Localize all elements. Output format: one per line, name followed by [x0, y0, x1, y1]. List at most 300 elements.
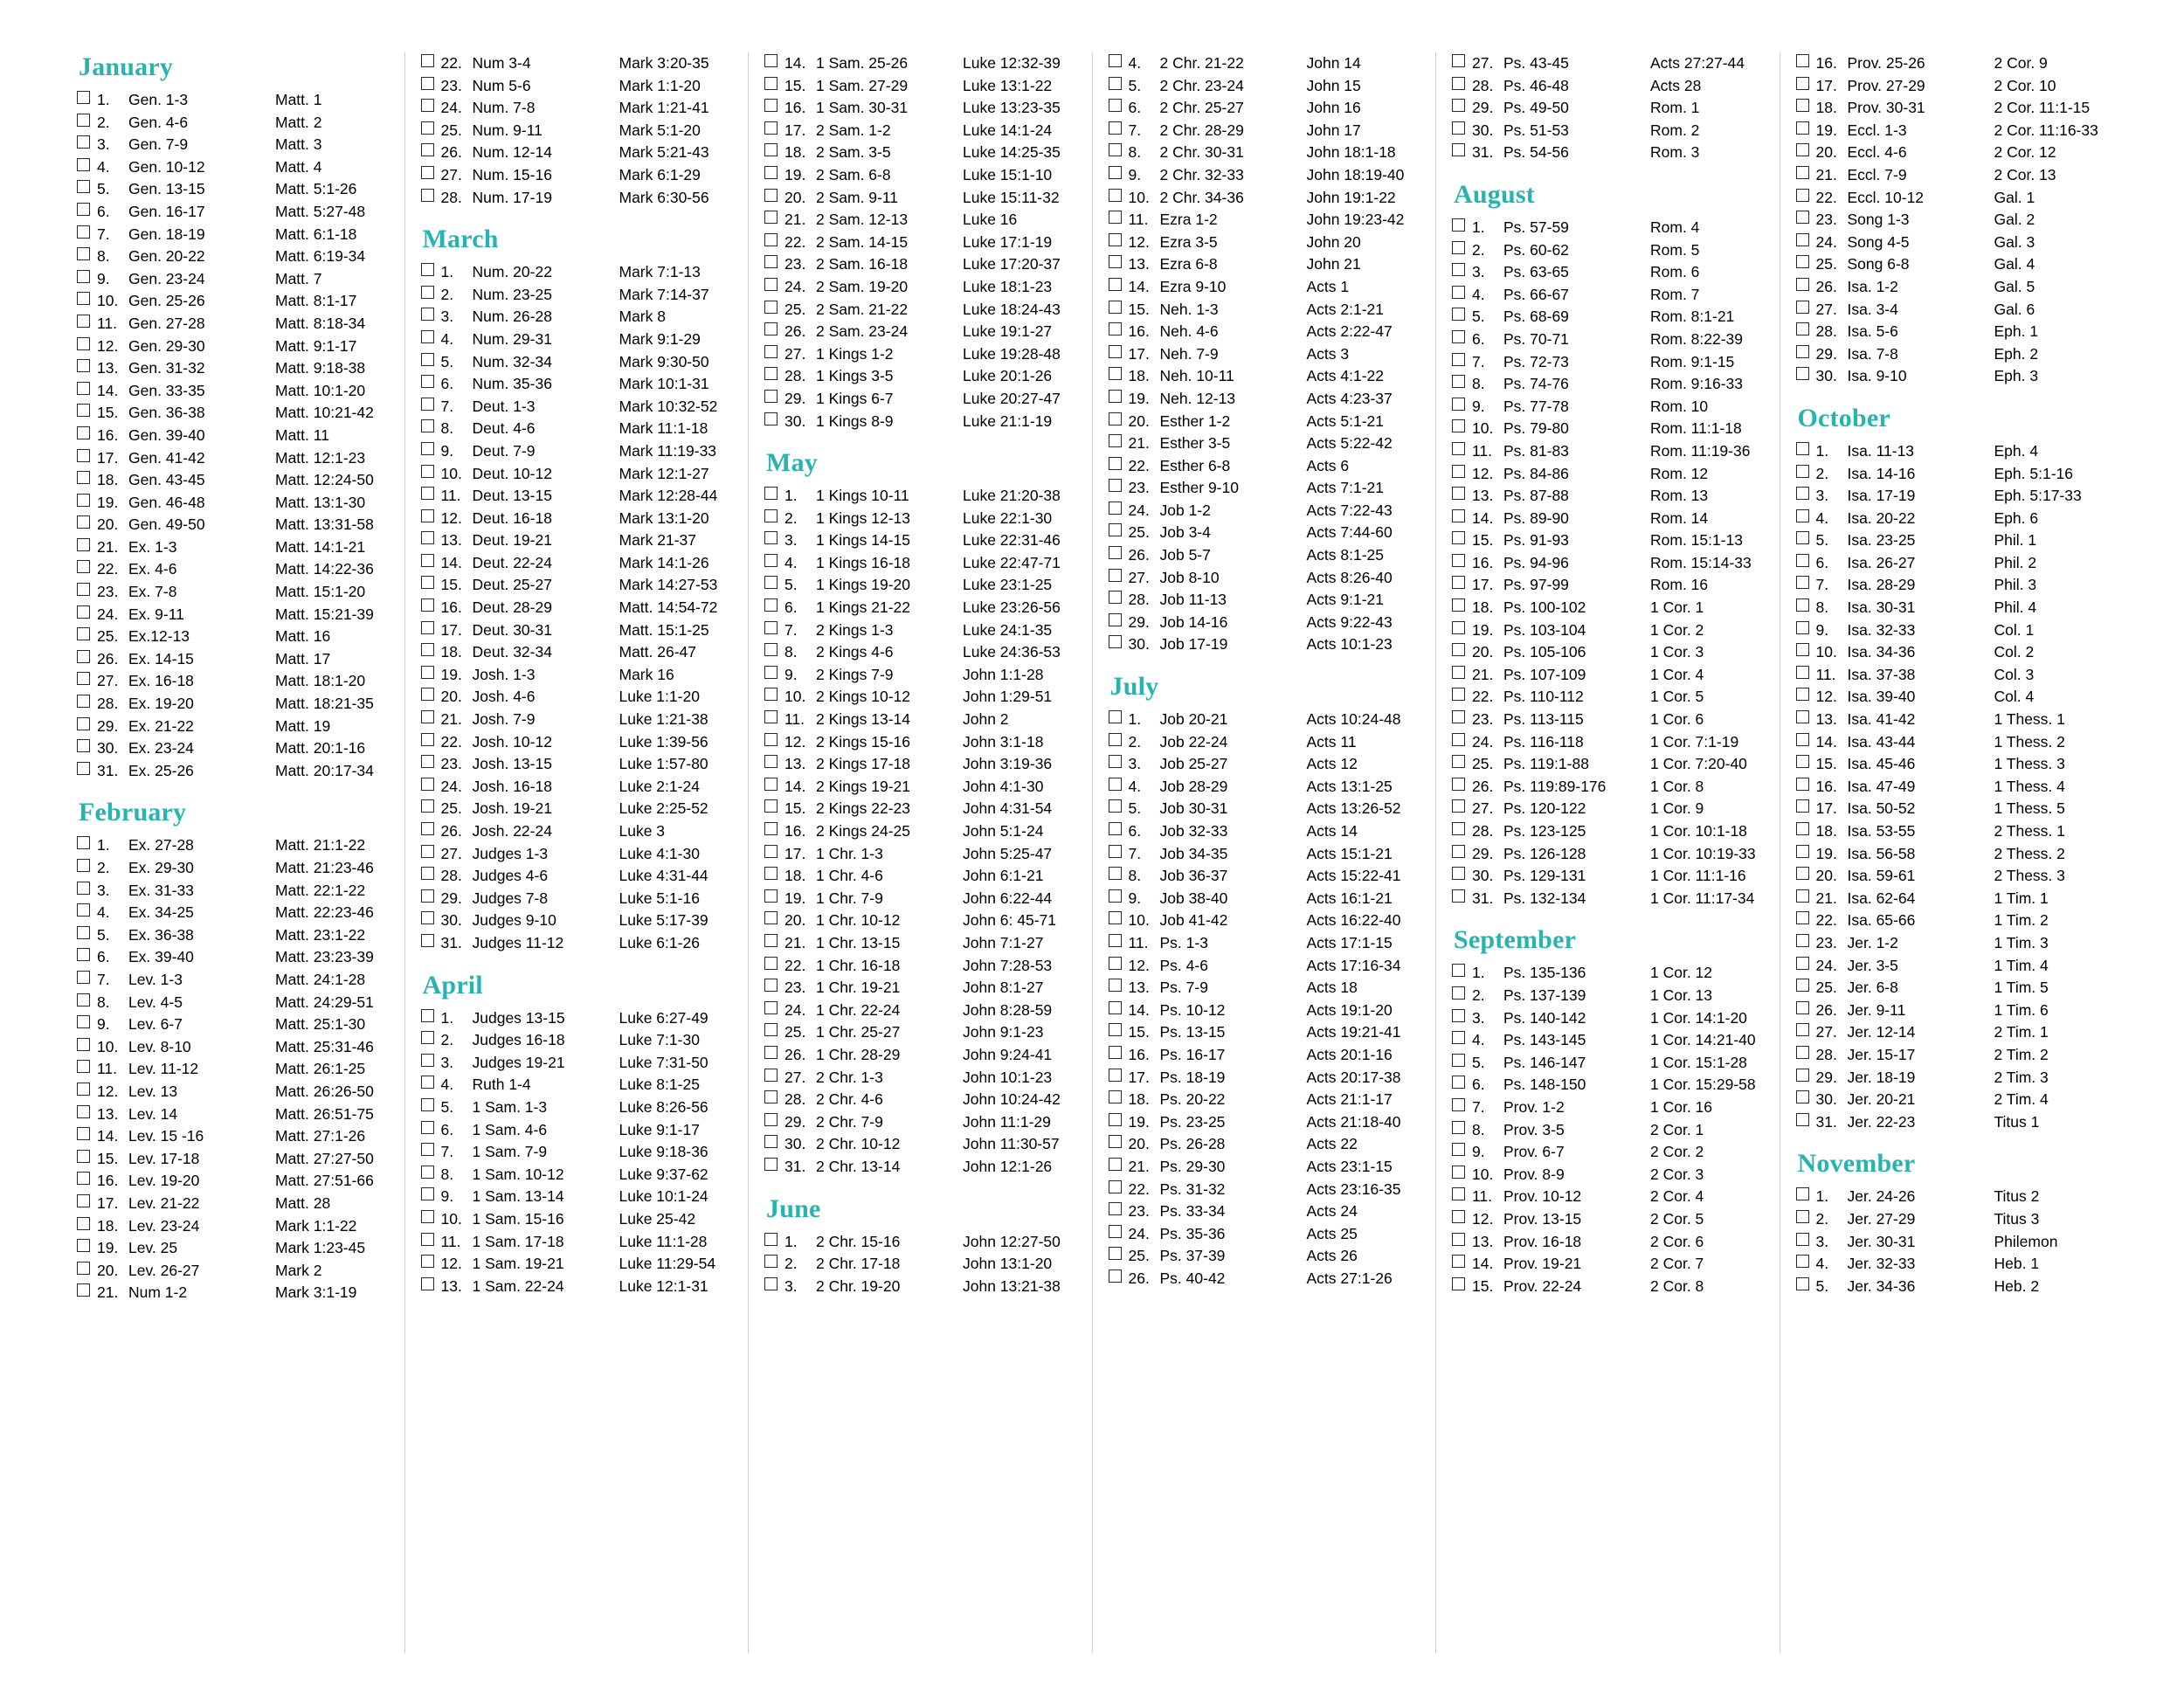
reading-entry-row[interactable]: [1109, 1268, 1420, 1290]
checkbox-icon[interactable]: [1796, 233, 1809, 246]
checkbox-icon[interactable]: [77, 158, 90, 171]
checkbox-icon[interactable]: [1109, 278, 1122, 291]
checkbox-icon[interactable]: [1109, 1046, 1122, 1059]
reading-entry-row[interactable]: [1452, 217, 1764, 239]
checkbox-icon[interactable]: [421, 621, 434, 634]
checkbox-icon[interactable]: [1452, 1255, 1465, 1268]
checkbox-icon[interactable]: [421, 733, 434, 746]
reading-entry-row[interactable]: [764, 820, 1076, 843]
checkbox-icon[interactable]: [764, 1135, 778, 1148]
checkbox-icon[interactable]: [1452, 778, 1465, 791]
reading-entry-row[interactable]: [1796, 187, 2108, 210]
checkbox-icon[interactable]: [1109, 345, 1122, 358]
reading-entry-row[interactable]: [1109, 52, 1420, 75]
reading-entry-row[interactable]: [1452, 820, 1764, 843]
checkbox-icon[interactable]: [1796, 822, 1809, 835]
checkbox-icon[interactable]: [421, 189, 434, 202]
checkbox-icon[interactable]: [421, 867, 434, 880]
reading-entry-row[interactable]: [1452, 1052, 1764, 1075]
reading-entry-row[interactable]: [1109, 1044, 1420, 1067]
checkbox-icon[interactable]: [1109, 546, 1122, 559]
reading-entry-row[interactable]: [764, 1156, 1076, 1179]
reading-entry-row[interactable]: [421, 1231, 733, 1254]
reading-entry-row[interactable]: [1109, 709, 1420, 731]
reading-entry-row[interactable]: [421, 731, 733, 754]
reading-entry-row[interactable]: [1796, 731, 2108, 754]
checkbox-icon[interactable]: [421, 308, 434, 321]
checkbox-icon[interactable]: [764, 1069, 778, 1082]
checkbox-icon[interactable]: [1452, 1143, 1465, 1156]
reading-entry-row[interactable]: [421, 1097, 733, 1119]
reading-entry-row[interactable]: [1796, 529, 2108, 552]
checkbox-icon[interactable]: [1796, 1187, 1809, 1200]
checkbox-icon[interactable]: [1796, 1277, 1809, 1290]
checkbox-icon[interactable]: [1796, 778, 1809, 791]
checkbox-icon[interactable]: [764, 867, 778, 880]
reading-entry-row[interactable]: [764, 253, 1076, 276]
checkbox-icon[interactable]: [77, 1283, 90, 1297]
reading-entry-row[interactable]: [1796, 142, 2108, 164]
checkbox-icon[interactable]: [1109, 911, 1122, 924]
reading-entry-row[interactable]: [1452, 1231, 1764, 1254]
reading-entry-row[interactable]: [77, 336, 389, 358]
checkbox-icon[interactable]: [1452, 308, 1465, 321]
reading-entry-row[interactable]: [764, 910, 1076, 932]
reading-entry-row[interactable]: [421, 396, 733, 419]
reading-entry-row[interactable]: [764, 798, 1076, 820]
reading-entry-row[interactable]: [1452, 641, 1764, 664]
reading-entry-row[interactable]: [1452, 1029, 1764, 1052]
checkbox-icon[interactable]: [764, 1113, 778, 1126]
reading-entry-row[interactable]: [1796, 686, 2108, 709]
checkbox-icon[interactable]: [1452, 1098, 1465, 1111]
checkbox-icon[interactable]: [77, 627, 90, 640]
reading-entry-row[interactable]: [764, 1067, 1076, 1090]
reading-entry-row[interactable]: [421, 753, 733, 776]
reading-entry-row[interactable]: [421, 329, 733, 351]
reading-entry-row[interactable]: [764, 365, 1076, 388]
checkbox-icon[interactable]: [1109, 412, 1122, 425]
reading-entry-row[interactable]: [1452, 1097, 1764, 1119]
reading-entry-row[interactable]: [1452, 261, 1764, 284]
checkbox-icon[interactable]: [77, 292, 90, 305]
reading-entry-row[interactable]: [764, 1133, 1076, 1156]
checkbox-icon[interactable]: [764, 412, 778, 425]
reading-entry-row[interactable]: [1796, 955, 2108, 978]
checkbox-icon[interactable]: [77, 1060, 90, 1073]
checkbox-icon[interactable]: [1109, 934, 1122, 947]
checkbox-icon[interactable]: [1109, 1158, 1122, 1171]
checkbox-icon[interactable]: [421, 419, 434, 432]
reading-entry-row[interactable]: [1109, 1133, 1420, 1156]
reading-entry-row[interactable]: [764, 52, 1076, 75]
checkbox-icon[interactable]: [1796, 531, 1809, 544]
checkbox-icon[interactable]: [764, 509, 778, 522]
checkbox-icon[interactable]: [764, 1158, 778, 1171]
reading-entry-row[interactable]: [77, 492, 389, 515]
reading-entry-row[interactable]: [1796, 365, 2108, 388]
reading-entry-row[interactable]: [1796, 1186, 2108, 1208]
checkbox-icon[interactable]: [421, 330, 434, 343]
checkbox-icon[interactable]: [77, 903, 90, 917]
checkbox-icon[interactable]: [764, 211, 778, 224]
reading-entry-row[interactable]: [764, 276, 1076, 299]
reading-entry-row[interactable]: [421, 865, 733, 888]
reading-entry-row[interactable]: [1452, 1074, 1764, 1097]
reading-entry-row[interactable]: [77, 670, 389, 693]
checkbox-icon[interactable]: [1796, 1069, 1809, 1082]
reading-entry-row[interactable]: [421, 508, 733, 530]
reading-entry-row[interactable]: [77, 1013, 389, 1036]
reading-entry-row[interactable]: [764, 1021, 1076, 1044]
checkbox-icon[interactable]: [1796, 54, 1809, 67]
reading-entry-row[interactable]: [1796, 209, 2108, 232]
checkbox-icon[interactable]: [1109, 1247, 1122, 1260]
reading-entry-row[interactable]: [1452, 306, 1764, 329]
reading-entry-row[interactable]: [1796, 321, 2108, 343]
checkbox-icon[interactable]: [1452, 398, 1465, 411]
checkbox-icon[interactable]: [1796, 189, 1809, 202]
reading-entry-row[interactable]: [1452, 686, 1764, 709]
checkbox-icon[interactable]: [764, 1277, 778, 1290]
checkbox-icon[interactable]: [77, 203, 90, 216]
reading-entry-row[interactable]: [1796, 1253, 2108, 1276]
reading-entry-row[interactable]: [1452, 798, 1764, 820]
reading-entry-row[interactable]: [1452, 985, 1764, 1007]
checkbox-icon[interactable]: [1109, 957, 1122, 970]
checkbox-icon[interactable]: [77, 91, 90, 104]
reading-entry-row[interactable]: [421, 641, 733, 664]
checkbox-icon[interactable]: [421, 576, 434, 589]
reading-entry-row[interactable]: [421, 1276, 733, 1298]
reading-entry-row[interactable]: [1109, 477, 1420, 500]
checkbox-icon[interactable]: [421, 934, 434, 947]
checkbox-icon[interactable]: [1109, 867, 1122, 880]
checkbox-icon[interactable]: [764, 755, 778, 768]
checkbox-icon[interactable]: [764, 979, 778, 992]
reading-entry-row[interactable]: [764, 574, 1076, 597]
reading-entry-row[interactable]: [764, 97, 1076, 120]
reading-entry-row[interactable]: [1796, 1111, 2108, 1134]
checkbox-icon[interactable]: [1109, 457, 1122, 470]
checkbox-icon[interactable]: [764, 822, 778, 835]
checkbox-icon[interactable]: [421, 1121, 434, 1134]
reading-entry-row[interactable]: [1109, 544, 1420, 567]
reading-entry-row[interactable]: [421, 164, 733, 187]
reading-entry-row[interactable]: [421, 619, 733, 642]
checkbox-icon[interactable]: [421, 643, 434, 656]
reading-entry-row[interactable]: [77, 357, 389, 380]
checkbox-icon[interactable]: [764, 845, 778, 858]
checkbox-icon[interactable]: [421, 121, 434, 135]
reading-entry-row[interactable]: [764, 508, 1076, 530]
reading-entry-row[interactable]: [77, 737, 389, 760]
checkbox-icon[interactable]: [1109, 54, 1122, 67]
reading-entry-row[interactable]: [77, 604, 389, 626]
reading-entry-row[interactable]: [421, 351, 733, 374]
reading-entry-row[interactable]: [1109, 500, 1420, 522]
checkbox-icon[interactable]: [764, 1233, 778, 1246]
checkbox-icon[interactable]: [77, 1217, 90, 1230]
reading-entry-row[interactable]: [77, 902, 389, 924]
checkbox-icon[interactable]: [1452, 121, 1465, 135]
checkbox-icon[interactable]: [1796, 576, 1809, 589]
checkbox-icon[interactable]: [1452, 531, 1465, 544]
checkbox-icon[interactable]: [1109, 166, 1122, 179]
checkbox-icon[interactable]: [1452, 986, 1465, 1000]
checkbox-icon[interactable]: [1109, 1225, 1122, 1238]
checkbox-icon[interactable]: [764, 390, 778, 403]
reading-entry-row[interactable]: [77, 581, 389, 604]
reading-entry-row[interactable]: [1796, 1089, 2108, 1111]
checkbox-icon[interactable]: [1452, 1166, 1465, 1179]
checkbox-icon[interactable]: [77, 247, 90, 260]
reading-entry-row[interactable]: [77, 1215, 389, 1238]
reading-entry-row[interactable]: [1796, 574, 2108, 597]
reading-entry-row[interactable]: [421, 843, 733, 866]
reading-entry-row[interactable]: [764, 1000, 1076, 1022]
checkbox-icon[interactable]: [421, 531, 434, 544]
checkbox-icon[interactable]: [1796, 979, 1809, 992]
reading-entry-row[interactable]: [764, 888, 1076, 910]
reading-entry-row[interactable]: [77, 1260, 389, 1283]
checkbox-icon[interactable]: [1796, 911, 1809, 924]
reading-entry-row[interactable]: [1452, 52, 1764, 75]
reading-entry-row[interactable]: [421, 798, 733, 820]
checkbox-icon[interactable]: [1796, 1046, 1809, 1059]
reading-entry-row[interactable]: [764, 955, 1076, 978]
reading-entry-row[interactable]: [77, 514, 389, 536]
checkbox-icon[interactable]: [764, 934, 778, 947]
reading-entry-row[interactable]: [1109, 365, 1420, 388]
reading-entry-row[interactable]: [1796, 1067, 2108, 1090]
reading-entry-row[interactable]: [1452, 709, 1764, 731]
reading-entry-row[interactable]: [1109, 753, 1420, 776]
checkbox-icon[interactable]: [764, 621, 778, 634]
reading-entry-row[interactable]: [1796, 932, 2108, 955]
checkbox-icon[interactable]: [1109, 502, 1122, 515]
reading-entry-row[interactable]: [1452, 97, 1764, 120]
checkbox-icon[interactable]: [1796, 554, 1809, 567]
checkbox-icon[interactable]: [1109, 710, 1122, 723]
reading-entry-row[interactable]: [1796, 1000, 2108, 1022]
checkbox-icon[interactable]: [764, 255, 778, 268]
reading-entry-row[interactable]: [77, 969, 389, 992]
checkbox-icon[interactable]: [1109, 979, 1122, 992]
reading-entry-row[interactable]: [764, 75, 1076, 98]
checkbox-icon[interactable]: [421, 77, 434, 90]
checkbox-icon[interactable]: [1452, 77, 1465, 90]
reading-entry-row[interactable]: [1452, 485, 1764, 508]
checkbox-icon[interactable]: [1109, 99, 1122, 112]
reading-entry-row[interactable]: [1796, 798, 2108, 820]
reading-entry-row[interactable]: [1109, 343, 1420, 366]
reading-entry-row[interactable]: [1109, 731, 1420, 754]
reading-entry-row[interactable]: [1109, 1156, 1420, 1179]
reading-entry-row[interactable]: [1109, 232, 1420, 254]
checkbox-icon[interactable]: [421, 398, 434, 411]
reading-entry-row[interactable]: [764, 686, 1076, 709]
checkbox-icon[interactable]: [1796, 211, 1809, 224]
reading-entry-row[interactable]: [77, 992, 389, 1014]
checkbox-icon[interactable]: [1452, 1121, 1465, 1134]
checkbox-icon[interactable]: [1452, 286, 1465, 299]
reading-entry-row[interactable]: [1796, 1208, 2108, 1231]
reading-entry-row[interactable]: [421, 1052, 733, 1075]
checkbox-icon[interactable]: [1796, 867, 1809, 880]
checkbox-icon[interactable]: [1109, 1202, 1122, 1215]
reading-entry-row[interactable]: [1452, 351, 1764, 374]
reading-entry-row[interactable]: [1109, 1223, 1420, 1246]
reading-entry-row[interactable]: [421, 97, 733, 120]
reading-entry-row[interactable]: [77, 112, 389, 135]
reading-entry-row[interactable]: [421, 261, 733, 284]
reading-entry-row[interactable]: [1796, 75, 2108, 98]
checkbox-icon[interactable]: [1109, 189, 1122, 202]
reading-entry-row[interactable]: [77, 1282, 389, 1304]
checkbox-icon[interactable]: [421, 778, 434, 791]
checkbox-icon[interactable]: [1796, 1090, 1809, 1103]
checkbox-icon[interactable]: [421, 375, 434, 388]
reading-entry-row[interactable]: [1452, 776, 1764, 799]
checkbox-icon[interactable]: [1796, 1233, 1809, 1246]
checkbox-icon[interactable]: [77, 515, 90, 529]
reading-entry-row[interactable]: [421, 709, 733, 731]
reading-entry-row[interactable]: [1109, 865, 1420, 888]
checkbox-icon[interactable]: [764, 166, 778, 179]
reading-entry-row[interactable]: [1796, 820, 2108, 843]
reading-entry-row[interactable]: [1796, 597, 2108, 619]
checkbox-icon[interactable]: [764, 531, 778, 544]
reading-entry-row[interactable]: [77, 425, 389, 447]
checkbox-icon[interactable]: [421, 1054, 434, 1067]
checkbox-icon[interactable]: [1452, 1076, 1465, 1089]
checkbox-icon[interactable]: [764, 710, 778, 723]
reading-entry-row[interactable]: [1452, 284, 1764, 307]
checkbox-icon[interactable]: [764, 598, 778, 612]
reading-entry-row[interactable]: [1796, 276, 2108, 299]
reading-entry-row[interactable]: [421, 1186, 733, 1208]
reading-entry-row[interactable]: [764, 619, 1076, 642]
checkbox-icon[interactable]: [1796, 799, 1809, 813]
reading-entry-row[interactable]: [1452, 1119, 1764, 1142]
checkbox-icon[interactable]: [1109, 367, 1122, 380]
reading-entry-row[interactable]: [1796, 1276, 2108, 1298]
checkbox-icon[interactable]: [1796, 367, 1809, 380]
checkbox-icon[interactable]: [1109, 1069, 1122, 1082]
checkbox-icon[interactable]: [1796, 301, 1809, 314]
reading-entry-row[interactable]: [77, 1058, 389, 1081]
reading-entry-row[interactable]: [1109, 955, 1420, 978]
checkbox-icon[interactable]: [421, 799, 434, 813]
reading-entry-row[interactable]: [1796, 120, 2108, 142]
reading-entry-row[interactable]: [77, 1036, 389, 1059]
checkbox-icon[interactable]: [1452, 576, 1465, 589]
checkbox-icon[interactable]: [421, 1143, 434, 1156]
reading-entry-row[interactable]: [1109, 187, 1420, 210]
checkbox-icon[interactable]: [1452, 143, 1465, 156]
reading-entry-row[interactable]: [77, 536, 389, 559]
checkbox-icon[interactable]: [77, 948, 90, 961]
checkbox-icon[interactable]: [1796, 77, 1809, 90]
checkbox-icon[interactable]: [1109, 77, 1122, 90]
checkbox-icon[interactable]: [1796, 1001, 1809, 1014]
reading-entry-row[interactable]: [1796, 1021, 2108, 1044]
reading-entry-row[interactable]: [1796, 1044, 2108, 1067]
reading-entry-row[interactable]: [764, 1089, 1076, 1111]
reading-entry-row[interactable]: [1452, 597, 1764, 619]
reading-entry-row[interactable]: [1109, 321, 1420, 343]
checkbox-icon[interactable]: [421, 889, 434, 903]
reading-entry-row[interactable]: [764, 232, 1076, 254]
reading-entry-row[interactable]: [421, 440, 733, 463]
checkbox-icon[interactable]: [1452, 419, 1465, 432]
checkbox-icon[interactable]: [1452, 1233, 1465, 1246]
reading-entry-row[interactable]: [421, 1141, 733, 1164]
reading-entry-row[interactable]: [1109, 776, 1420, 799]
checkbox-icon[interactable]: [1796, 255, 1809, 268]
checkbox-icon[interactable]: [1109, 755, 1122, 768]
checkbox-icon[interactable]: [764, 322, 778, 336]
checkbox-icon[interactable]: [1452, 1031, 1465, 1044]
reading-entry-row[interactable]: [421, 187, 733, 210]
reading-entry-row[interactable]: [1109, 388, 1420, 411]
reading-entry-row[interactable]: [1796, 977, 2108, 1000]
reading-entry-row[interactable]: [1109, 97, 1420, 120]
reading-entry-row[interactable]: [1796, 910, 2108, 932]
checkbox-icon[interactable]: [1109, 390, 1122, 403]
checkbox-icon[interactable]: [1452, 889, 1465, 903]
reading-entry-row[interactable]: [1109, 209, 1420, 232]
checkbox-icon[interactable]: [764, 911, 778, 924]
reading-entry-row[interactable]: [1796, 463, 2108, 486]
checkbox-icon[interactable]: [1109, 1269, 1122, 1283]
reading-entry-row[interactable]: [1452, 120, 1764, 142]
reading-entry-row[interactable]: [1796, 97, 2108, 120]
checkbox-icon[interactable]: [77, 382, 90, 395]
reading-entry-row[interactable]: [421, 1164, 733, 1186]
checkbox-icon[interactable]: [1109, 233, 1122, 246]
checkbox-icon[interactable]: [1796, 143, 1809, 156]
reading-entry-row[interactable]: [77, 447, 389, 470]
reading-entry-row[interactable]: [421, 1029, 733, 1052]
checkbox-icon[interactable]: [77, 672, 90, 685]
reading-entry-row[interactable]: [764, 597, 1076, 619]
checkbox-icon[interactable]: [421, 1009, 434, 1022]
checkbox-icon[interactable]: [1452, 263, 1465, 276]
checkbox-icon[interactable]: [77, 859, 90, 872]
checkbox-icon[interactable]: [421, 1187, 434, 1200]
checkbox-icon[interactable]: [421, 166, 434, 179]
reading-entry-row[interactable]: [1452, 865, 1764, 888]
reading-entry-row[interactable]: [764, 411, 1076, 433]
reading-entry-row[interactable]: [421, 597, 733, 619]
checkbox-icon[interactable]: [1796, 509, 1809, 522]
checkbox-icon[interactable]: [1452, 598, 1465, 612]
checkbox-icon[interactable]: [77, 180, 90, 193]
reading-entry-row[interactable]: [421, 910, 733, 932]
checkbox-icon[interactable]: [1109, 523, 1122, 536]
reading-entry-row[interactable]: [421, 75, 733, 98]
reading-entry-row[interactable]: [1796, 641, 2108, 664]
reading-entry-row[interactable]: [1452, 1208, 1764, 1231]
reading-entry-row[interactable]: [421, 373, 733, 396]
reading-entry-row[interactable]: [421, 1074, 733, 1097]
reading-entry-row[interactable]: [77, 201, 389, 224]
checkbox-icon[interactable]: [1796, 487, 1809, 500]
checkbox-icon[interactable]: [77, 538, 90, 551]
checkbox-icon[interactable]: [764, 733, 778, 746]
